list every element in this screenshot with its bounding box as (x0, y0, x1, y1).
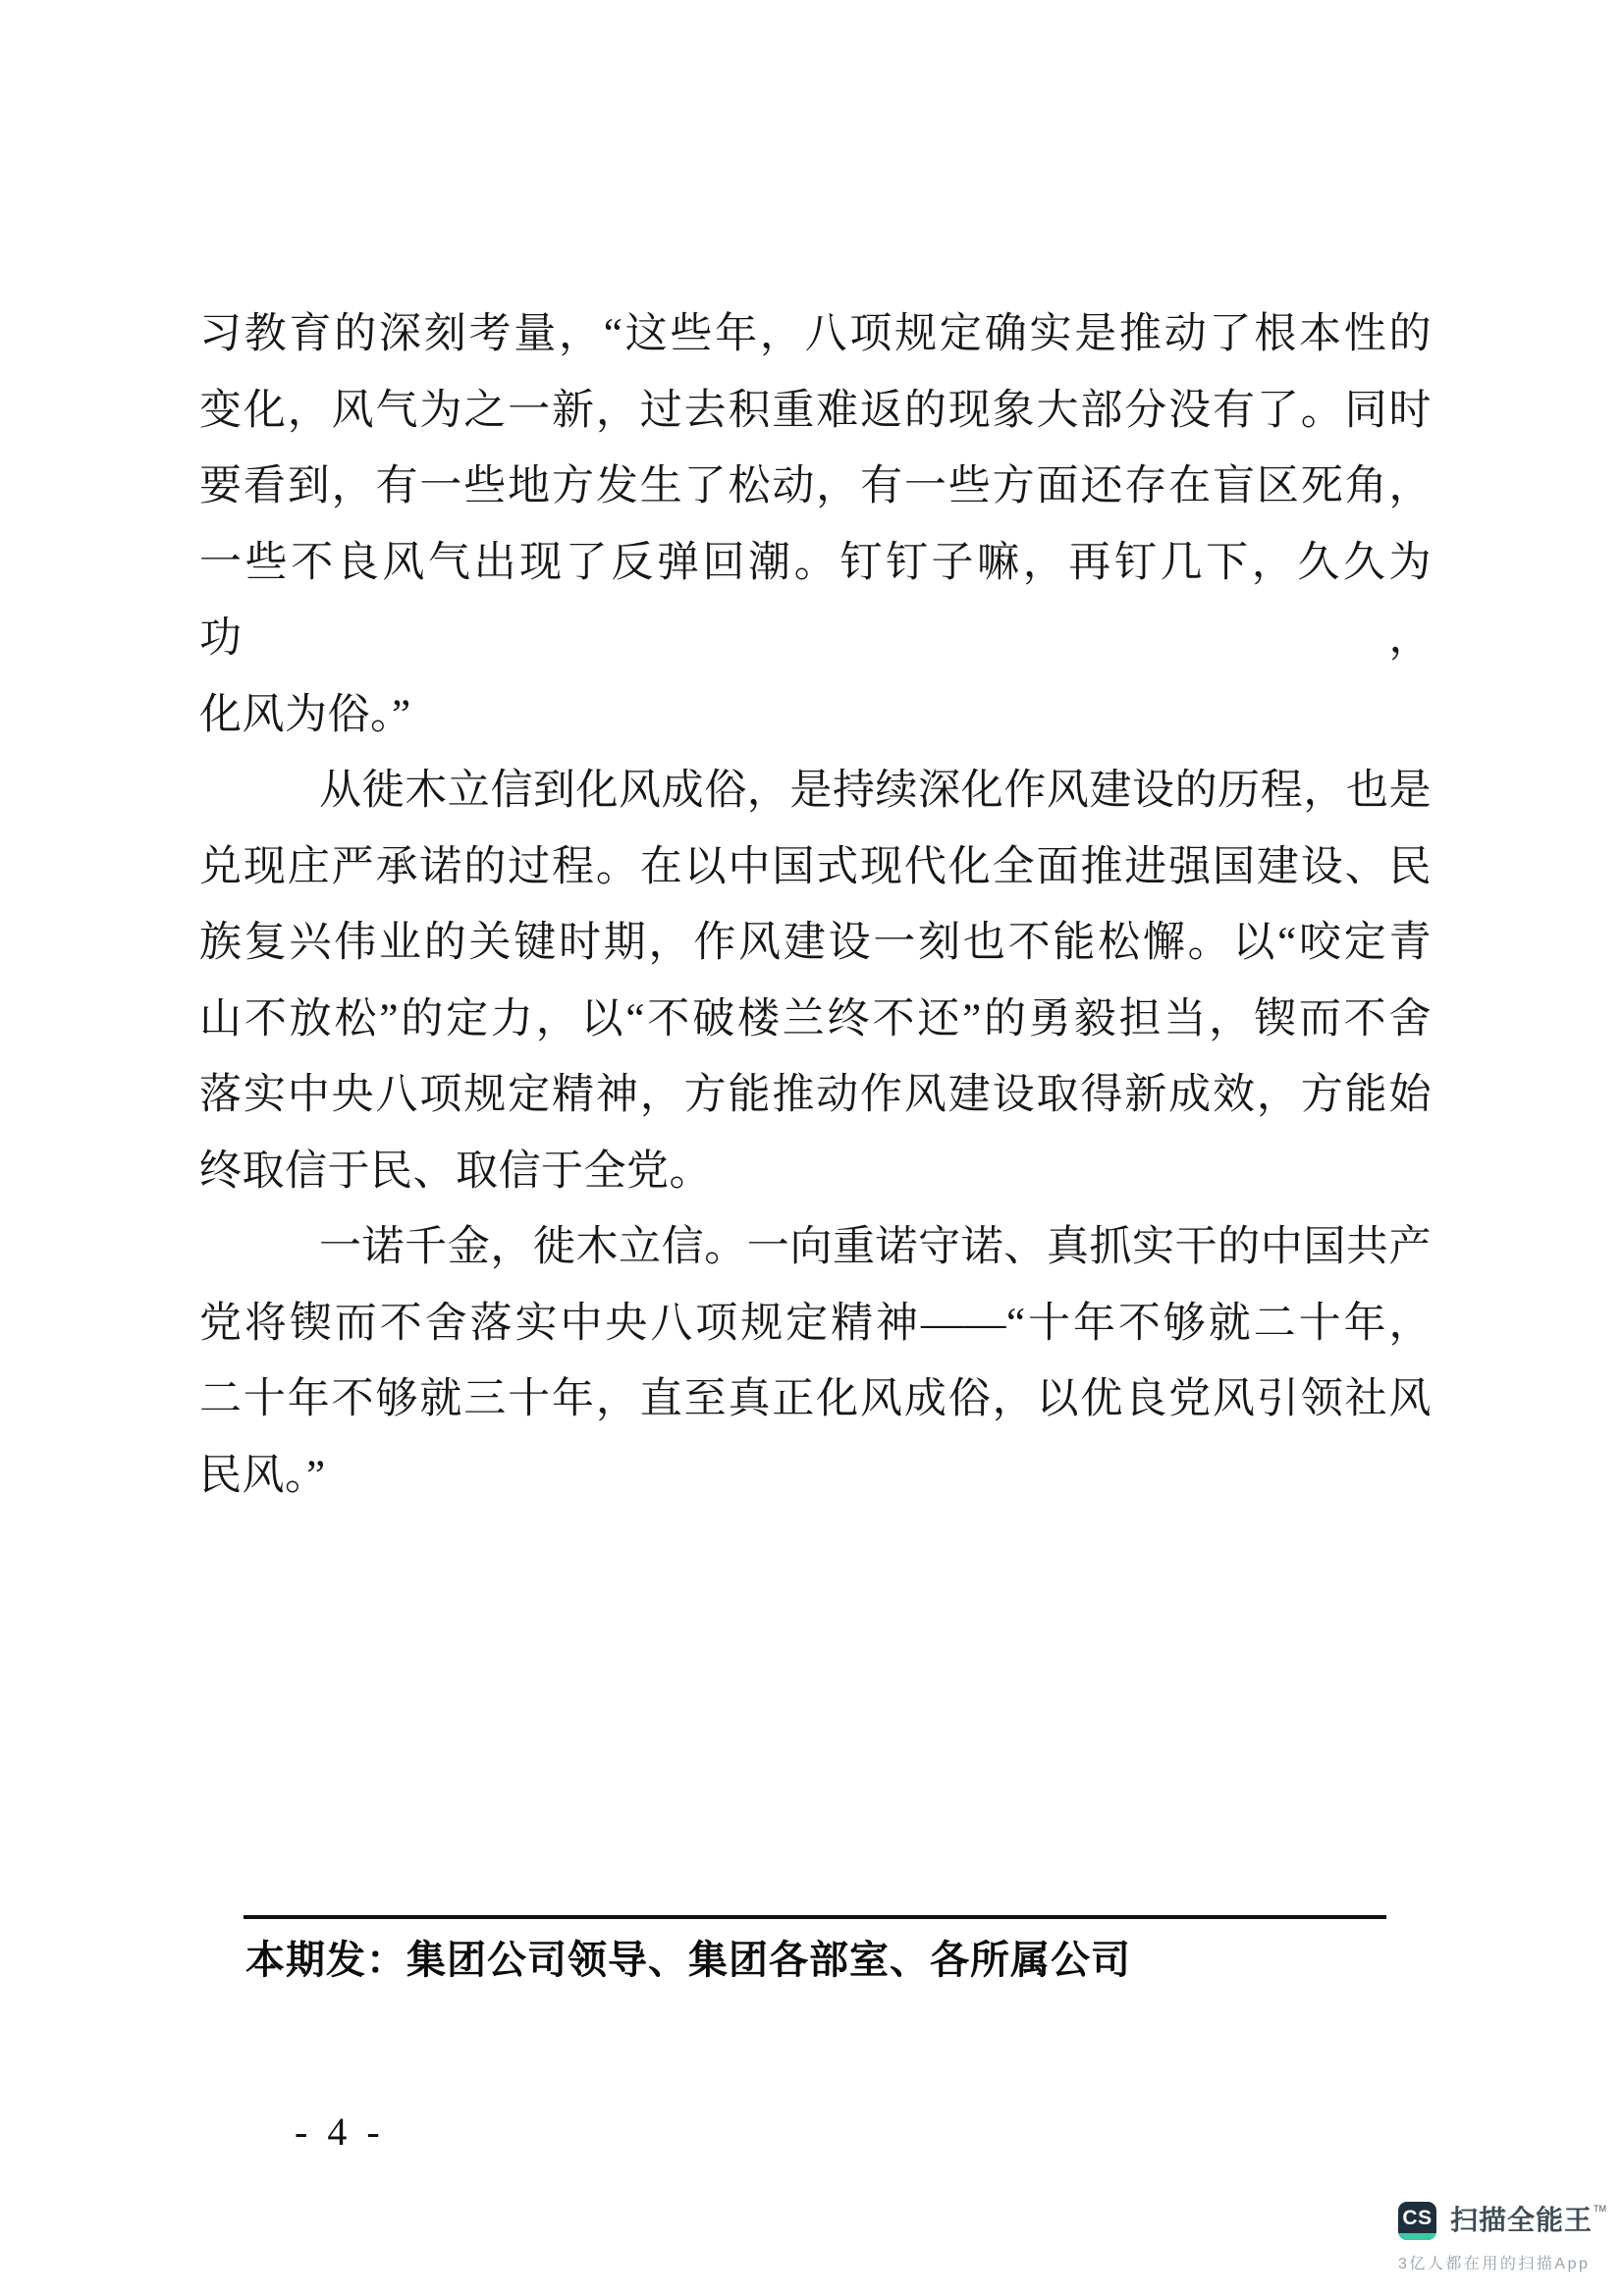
camscanner-logo-icon (1398, 2202, 1436, 2240)
text-line: 化风为俗。” (199, 691, 411, 738)
paragraph-1 (199, 296, 1432, 753)
cs-icon-teal-strip (1398, 2233, 1436, 2240)
text-line: 党将锲而不舍落实中央八项规定精神——“十年不够就二十年， (199, 1300, 1432, 1347)
camscanner-app-name: 扫描全能王 (1450, 2205, 1594, 2236)
text-line: 兑现庄严承诺的过程。在以中国式现代化全面推进强国建设、民 (199, 843, 1432, 890)
camscanner-tagline: 3亿人都在用的扫描App (1398, 2256, 1591, 2272)
trademark-symbol: TM (1594, 2204, 1607, 2215)
camscanner-watermark (1398, 2202, 1607, 2273)
text-line: 落实中央八项规定精神，方能推动作风建设取得新成效，方能始 (199, 1072, 1432, 1118)
footer-divider (243, 1915, 1386, 1919)
distribution-label: 本期发： (245, 1939, 406, 1982)
paragraph-3 (199, 1209, 1432, 1514)
text-line: 一些不良风气出现了反弹回潮。钉钉子嘛，再钉几下，久久为功， (199, 539, 1432, 662)
text-line: 要看到，有一些地方发生了松动，有一些方面还存在盲区死角， (199, 463, 1432, 509)
text-line: 终取信于民、取信于全党。 (199, 1148, 712, 1195)
text-line: 民风。” (199, 1452, 326, 1499)
cs-icon-letters: CS (1402, 2207, 1433, 2229)
camscanner-logo-row (1398, 2202, 1607, 2240)
distribution-value: 集团公司领导、集团各部室、各所属公司 (406, 1939, 1131, 1982)
text-line: 习教育的深刻考量，“这些年，八项规定确实是推动了根本性的 (199, 311, 1432, 357)
text-line: 一诺千金，徙木立信。一向重诺守诺、真抓实干的中国共产 (319, 1224, 1432, 1270)
page-number: - 4 - (295, 2109, 385, 2154)
text-line: 二十年不够就三十年，直至真正化风成俗，以优良党风引领社风 (199, 1376, 1432, 1422)
paragraph-2 (199, 753, 1432, 1209)
distribution-note (245, 1938, 1131, 1983)
text-line: 山不放松”的定力，以“不破楼兰终不还”的勇毅担当，锲而不舍 (199, 995, 1432, 1042)
text-line: 族复兴伟业的关键时期，作风建设一刻也不能松懈。以“咬定青 (199, 920, 1432, 966)
text-line: 从徙木立信到化风成俗，是持续深化作风建设的历程，也是 (319, 768, 1432, 814)
document-body (199, 296, 1432, 1514)
text-line: 变化，风气为之一新，过去积重难返的现象大部分没有了。同时 (199, 387, 1432, 434)
